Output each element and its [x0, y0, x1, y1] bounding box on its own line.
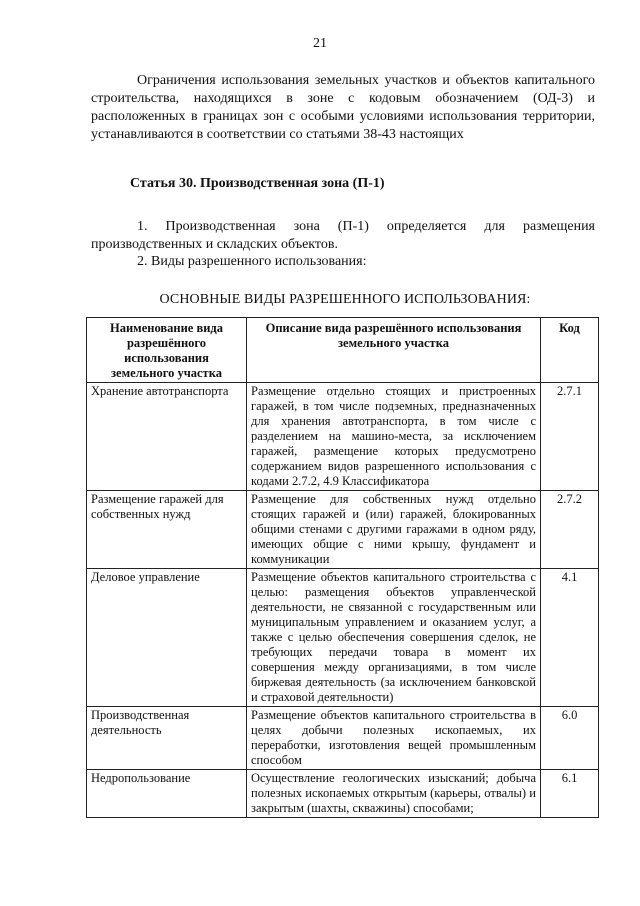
article-title: Статья 30. Производственная зона (П-1): [130, 176, 385, 191]
row-code: 2.7.1: [541, 383, 599, 491]
row-code: 6.1: [541, 770, 599, 818]
table-row: [87, 707, 599, 770]
row-name: Производственная деятельность: [87, 707, 247, 770]
intro-paragraph: Ограничения использования земельных участков и объектов капитального строительства, находящихся в зоне с кодовым обозначением (ОД-3) и расположенных в границах зон с особыми условиями использования территории, устанавливаются в соответствии со статьями 38-43 настоящих: [91, 73, 595, 142]
row-name: Хранение автотранспорта: [87, 383, 247, 491]
header-description: Описание вида разрешённого использования земельного участка: [247, 318, 541, 383]
row-name: Деловое управление: [87, 569, 247, 707]
row-name: Недропользование: [87, 770, 247, 818]
row-code: 2.7.2: [541, 491, 599, 569]
row-description: Размещение отдельно стоящих и пристроенных гаражей, в том числе подземных, предназначенных для хранения автотранспорта, в том числе с разделением на машино-места, за исключением гаражей, размещение которых предусмотрено содержанием видов разрешенного использования с кодами 2.7.2, 4.9 Классификатора: [247, 383, 541, 491]
header-name: Наименование вида разрешённого использования земельного участка: [87, 318, 247, 383]
table-row: [87, 491, 599, 569]
row-description: Размещение объектов капитального строительства с целью: размещения объектов управленческой деятельности, не связанной с государственным или муниципальным управлением и оказанием услуг, а также с целью обеспечения совершения сделок, не требующих передачи товара в момент их совершения между организациями, в том числе биржевая деятельность (за исключением банковской и страховой деятельности): [247, 569, 541, 707]
table-title: ОСНОВНЫЕ ВИДЫ РАЗРЕШЕННОГО ИСПОЛЬЗОВАНИЯ:: [159, 292, 531, 307]
row-name: Размещение гаражей для собственных нужд: [87, 491, 247, 569]
row-code: 4.1: [541, 569, 599, 707]
table-row: [87, 383, 599, 491]
table-header-row: [87, 318, 599, 383]
permitted-use-table: [86, 317, 599, 818]
article-item-1: 1. Производственная зона (П-1) определяется для размещения производственных и складских объектов.: [91, 219, 595, 252]
row-description: Размещение для собственных нужд отдельно стоящих гаражей и (или) гаражей, блокированных общими стенами с другими гаражами в одном ряду, имеющих общие с ними крышу, фундамент и коммуникации: [247, 491, 541, 569]
article-item-2: 2. Виды разрешенного использования:: [137, 254, 367, 269]
page-number: 21: [313, 36, 327, 51]
table-row: [87, 569, 599, 707]
table-row: [87, 770, 599, 818]
header-code: Код: [541, 318, 599, 383]
row-description: Размещение объектов капитального строительства в целях добычи полезных ископаемых, их переработки, изготовления вещей промышленным способом: [247, 707, 541, 770]
row-description: Осуществление геологических изысканий; добыча полезных ископаемых открытым (карьеры, отвалы) и закрытым (шахты, скважины) способами;: [247, 770, 541, 818]
row-code: 6.0: [541, 707, 599, 770]
